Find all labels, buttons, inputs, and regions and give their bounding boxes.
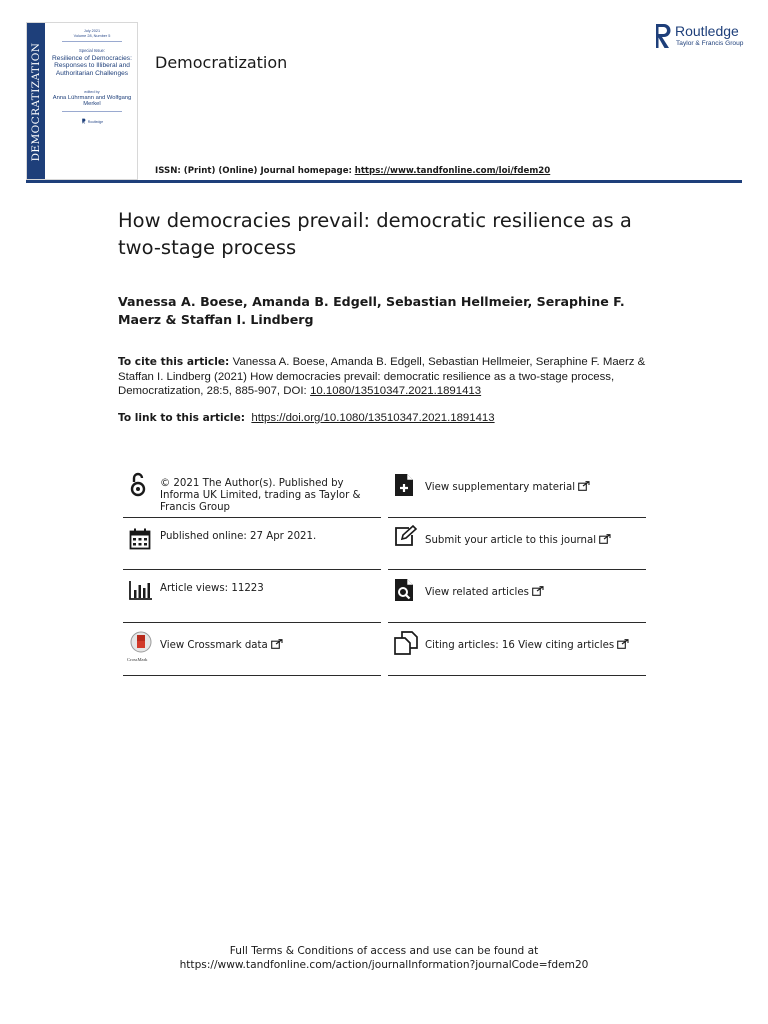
issn-label: ISSN: (Print) (Online) Journal homepage:	[155, 166, 352, 176]
row-divider	[123, 675, 381, 676]
open-access-icon	[129, 472, 147, 498]
publisher-logo[interactable]	[653, 22, 753, 52]
citing-articles-link[interactable]	[425, 639, 650, 652]
publisher-name: Routledge	[675, 23, 739, 39]
article-views-text: Article views: 11223	[160, 583, 264, 594]
citing-articles-label: Citing articles: 16 View citing articles	[425, 640, 615, 651]
submit-article-label: Submit your article to this journal	[425, 535, 597, 546]
article-doi-link[interactable]: https://doi.org/10.1080/13510347.2021.1891413	[251, 412, 495, 424]
journal-homepage-link[interactable]: https://www.tandfonline.com/loi/fdem20	[354, 166, 551, 176]
cover-body	[47, 29, 137, 124]
submit-article-link[interactable]	[425, 534, 650, 547]
crossmark-caption: CrossMark	[127, 657, 148, 662]
supplementary-icon	[394, 473, 414, 497]
external-link-icon	[578, 481, 590, 491]
crossmark-link-label: View Crossmark data	[160, 640, 268, 651]
row-divider	[388, 675, 646, 676]
external-link-icon	[532, 586, 544, 596]
footer	[0, 944, 768, 972]
citation-block	[118, 355, 658, 399]
crossmark-row[interactable]	[123, 623, 381, 676]
article-link-block	[118, 411, 658, 426]
related-articles-row[interactable]	[388, 570, 646, 623]
citing-articles-row[interactable]	[388, 623, 646, 676]
article-authors: Vanessa A. Boese, Amanda B. Edgell, Sebastian Hellmeier, Seraphine F. Maerz & Staffan I. Lindberg	[118, 294, 625, 327]
article-title: How democracies prevail: democratic resilience as a two-stage process	[118, 209, 632, 259]
masthead-divider	[26, 180, 742, 183]
crossmark-link[interactable]	[160, 639, 385, 652]
cover-special-issue-title: Resilience of Democracies: Responses to Illiberal and Authoritarian Challenges	[52, 54, 132, 77]
footer-terms-link[interactable]: https://www.tandfonline.com/action/journalInformation?journalCode=fdem20	[179, 959, 589, 971]
cover-issue-volume: Volume 28, Number 5	[73, 33, 111, 38]
journal-cover-thumbnail[interactable]	[26, 22, 138, 180]
supplementary-row[interactable]	[388, 466, 646, 518]
supplementary-label: View supplementary material	[425, 482, 576, 493]
cover-publisher	[47, 118, 137, 124]
license-text: © 2021 The Author(s). Published by Informa UK Limited, trading as Taylor & Francis Group	[160, 478, 361, 513]
cover-edited-by: edited by	[84, 89, 100, 94]
crossmark-icon	[129, 631, 153, 659]
external-link-icon	[617, 639, 629, 649]
external-link-icon	[599, 534, 611, 544]
cover-special-issue-label: Special Issue:	[78, 47, 106, 53]
cover-issue-date: July 2021	[83, 29, 101, 33]
routledge-logo-icon	[653, 22, 673, 50]
related-search-icon	[394, 578, 414, 602]
related-articles-link[interactable]	[425, 586, 650, 599]
license-row	[123, 466, 381, 518]
cite-text: Vanessa A. Boese, Amanda B. Edgell, Sebastian Hellmeier, Seraphine F. Maerz & Staffan I. Lindberg (2021) How democracies prevail: democratic resilience as a two-stage process, Democratization, 28:5, 885-907, DOI:	[118, 356, 646, 397]
cover-divider	[62, 41, 122, 42]
cover-divider-bottom	[62, 111, 122, 112]
publisher-subtitle: Taylor & Francis Group	[676, 40, 744, 47]
supplementary-link[interactable]	[425, 481, 650, 494]
cite-label: To cite this article:	[118, 356, 230, 368]
related-articles-label: View related articles	[425, 587, 529, 598]
link-label: To link to this article:	[118, 412, 245, 424]
published-online-row	[123, 518, 381, 570]
cite-doi-link[interactable]: 10.1080/13510347.2021.1891413	[310, 385, 482, 397]
external-link-icon	[271, 639, 283, 649]
published-online-text: Published online: 27 Apr 2021.	[160, 531, 317, 542]
cover-spine	[27, 23, 45, 180]
bar-chart-icon	[129, 580, 153, 600]
cover-editors: Anna Lührmann and Wolfgang Merkel	[52, 94, 132, 108]
issn-line	[155, 166, 550, 176]
calendar-icon	[129, 528, 151, 550]
edit-icon	[394, 525, 418, 547]
article-views-row	[123, 570, 381, 623]
journal-name: Democratization	[155, 53, 288, 72]
cover-publisher-name: Routledge	[87, 119, 104, 124]
cover-spine-title: DEMOCRATIZATION	[30, 42, 42, 162]
submit-article-row[interactable]	[388, 518, 646, 570]
footer-terms-text: Full Terms & Conditions of access and use can be found at	[229, 945, 539, 957]
cover-routledge-logo-icon	[81, 118, 87, 124]
citing-articles-icon	[394, 631, 418, 655]
